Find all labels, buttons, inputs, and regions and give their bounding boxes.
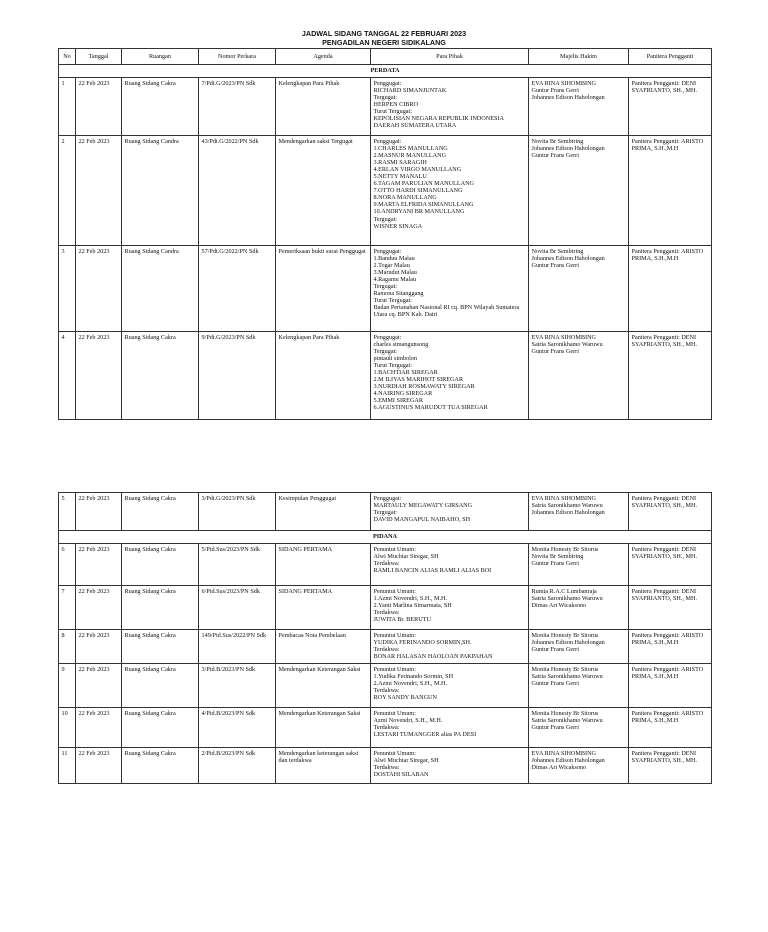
cell-nomor-perkara: 9/Pdt.G/2023/PN Sdk — [199, 332, 276, 420]
cell-para-pihak-line: Turut Tergugat: — [373, 107, 412, 115]
cell-panitera: Panitera Pengganti: ARISTO PRIMA, S.H.,M.H — [629, 664, 712, 708]
cell-para-pihak-line: 5.NETTY MANALU — [373, 172, 427, 180]
cell-nomor-perkara: 2/Pid.B/2023/PN Sdk — [199, 748, 276, 784]
cell-nomor-perkara: 5/Pid.Sus/2023/PN Sdk — [199, 544, 276, 586]
cell-tanggal: 22 Feb 2023 — [76, 630, 122, 664]
cell-majelis-hakim-line: Monita Honesty Br Sitorus — [531, 545, 599, 553]
cell-para-pihak-line: Penggugat: — [373, 137, 402, 145]
cell-para-pihak-line: Penuntut Umum: — [373, 665, 416, 673]
cell-para-pihak-line: 5.EMMI SIREGAR — [373, 397, 424, 405]
cell-majelis-hakim — [529, 664, 629, 708]
cell-nomor-perkara: 3/Pdt.G/2023/PN Sdk — [199, 493, 276, 531]
cell-tanggal: 22 Feb 2023 — [76, 136, 122, 246]
cell-para-pihak-line: Penuntut Umum: — [373, 631, 416, 639]
cell-para-pihak-line: 6.TAGAM PARULIAN MANULLANG — [373, 180, 475, 188]
cell-nomor-perkara: 149/Pid.Sus/2022/PN Sdk — [199, 630, 276, 664]
cell-para-pihak-line: Tergugat: — [373, 215, 398, 223]
cell-no: 6 — [59, 544, 76, 586]
table-row — [59, 78, 712, 136]
cell-majelis-hakim-line: Johannes Edison Haholongan — [531, 508, 605, 516]
cell-para-pihak-line: 4.NAIRING SIREGAR — [373, 390, 433, 398]
cell-para-pihak — [371, 630, 529, 664]
cell-para-pihak-line: RICHARD SIMANJUNTAK — [373, 86, 447, 94]
cell-para-pihak-line: Penggugat: — [373, 247, 402, 255]
cell-majelis-hakim — [529, 748, 629, 784]
cell-panitera: Panitera Pengganti: DENI SYAFRIANTO, SH., MH. — [629, 332, 712, 420]
section-label-perdata: PERDATA — [59, 65, 712, 78]
cell-para-pihak-line: 8.NORA MANULLANG — [373, 194, 437, 202]
cell-no: 10 — [59, 708, 76, 748]
cell-majelis-hakim-line: EVA RINA SIHOMBING — [531, 79, 597, 87]
cell-no: 11 — [59, 748, 76, 784]
section-row-pidana — [59, 531, 712, 544]
cell-para-pihak-line: Terdakwa: — [373, 763, 400, 771]
cell-para-pihak-line: Alwi Muchtar Siregar, SH — [373, 552, 439, 560]
cell-para-pihak-line: KEPOLISIAN NEGARA REPUBLIK INDONESIA — [373, 114, 504, 122]
cell-ruangan: Ruang Sidang Cakra — [122, 544, 199, 586]
cell-ruangan: Ruang Sidang Cakra — [122, 78, 199, 136]
cell-para-pihak-line: Turut Tergugat: — [373, 297, 412, 305]
cell-majelis-hakim-line: Satria Saronikhamo Waruwu — [531, 716, 603, 724]
cell-majelis-hakim — [529, 246, 629, 332]
cell-agenda: Mendengarkan Keterangan Saksi — [276, 664, 371, 708]
cell-nomor-perkara: 57/Pdt.G/2022/PN Sdk — [199, 246, 276, 332]
section-row-perdata — [59, 65, 712, 78]
cell-para-pihak-line: 4.Ragamu Malau — [373, 275, 417, 283]
cell-para-pihak-line: 9.MARTA ELFRIDA SIMANULLANG — [373, 201, 474, 209]
cell-majelis-hakim-line: Guntur Frans Gerri — [531, 645, 579, 653]
cell-majelis-hakim — [529, 708, 629, 748]
cell-majelis-hakim-line: Guntur Frans Gerri — [531, 347, 579, 355]
cell-para-pihak-line: 6.AGUSTINUS MARUDUT TUA SIREGAR — [373, 404, 488, 412]
cell-no: 2 — [59, 136, 76, 246]
cell-agenda: Kelengkapan Para Pihak — [276, 78, 371, 136]
cell-ruangan: Ruang Sidang Cakra — [122, 708, 199, 748]
cell-ruangan: Ruang Sidang Cakra — [122, 586, 199, 630]
cell-para-pihak — [371, 246, 529, 332]
cell-majelis-hakim-line: Dimas Ari Wicaksono — [531, 763, 587, 771]
cell-majelis-hakim-line: Dimas Ari Wicaksono — [531, 601, 587, 609]
cell-majelis-hakim-line: Johannes Edison Haholongan — [531, 93, 605, 101]
table-header-row — [59, 49, 712, 65]
cell-para-pihak — [371, 78, 529, 136]
cell-para-pihak-line: Terdakwa: — [373, 723, 400, 731]
cell-tanggal: 22 Feb 2023 — [76, 78, 122, 136]
cell-para-pihak-line: JUWITA Br. BERUTU — [373, 615, 431, 623]
cell-majelis-hakim-line: Satria Saronikhamo Waruwu — [531, 672, 603, 680]
cell-para-pihak-line: Penggugat: — [373, 333, 402, 341]
cell-majelis-hakim-line: Monita Honesty Br Sitorus — [531, 709, 599, 717]
cell-majelis-hakim-line: Novita Br Sembiring — [531, 137, 584, 145]
cell-agenda: Pembacaa Nota Pembelaan — [276, 630, 371, 664]
cell-para-pihak-line: Tergugat: — [373, 347, 398, 355]
cell-majelis-hakim-line: Guntur Frans Gerri — [531, 151, 579, 159]
table-row — [59, 493, 712, 531]
cell-majelis-hakim-line: Guntur Frans Gerri — [531, 261, 579, 269]
schedule-table-page-1 — [58, 48, 712, 420]
cell-panitera: Panitera Pengganti: DENI SYAFRIANTO, SH., MH. — [629, 544, 712, 586]
cell-para-pihak-line: 3.RASMI SARAGIH — [373, 158, 427, 166]
cell-para-pihak-line: MARTAULY MEGAWATY GIRSANG — [373, 501, 473, 509]
cell-no: 4 — [59, 332, 76, 420]
table-row — [59, 544, 712, 586]
court-name: PENGADILAN NEGERI SIDIKALANG — [322, 38, 446, 47]
cell-panitera: Panitera Pengganti: ARISTO PRIMA, S.H.,M.H — [629, 630, 712, 664]
cell-para-pihak-line: Turut Tergugat: — [373, 361, 412, 369]
header-tanggal: Tanggal — [76, 49, 122, 65]
cell-para-pihak-line: BONAR HALASAN HAOLOAN PAKPAHAN — [373, 652, 493, 660]
cell-tanggal: 22 Feb 2023 — [76, 586, 122, 630]
cell-majelis-hakim — [529, 332, 629, 420]
cell-para-pihak-line: 2.Togar Malau — [373, 261, 410, 269]
cell-para-pihak-line: Tergugat: — [373, 508, 398, 516]
cell-para-pihak-line: RAMLI BANCIN ALIAS RAMLI ALIAS BOI — [373, 566, 492, 574]
cell-para-pihak-line: 10.ANDRYANI BR MANULLANG — [373, 208, 465, 216]
cell-para-pihak — [371, 586, 529, 630]
cell-majelis-hakim-line: Guntur Frans Gerri — [531, 723, 579, 731]
cell-majelis-hakim-line: Johannes Edison Haholongan — [531, 756, 605, 764]
cell-agenda: Pemeriksaan bukti surat Penggugat — [276, 246, 371, 332]
cell-para-pihak-line: 3.Marudut Malau — [373, 268, 417, 276]
cell-para-pihak-line: LESTARI TUMANGGER alias PA DESI — [373, 730, 477, 738]
cell-para-pihak-line: 1.CHARLES MANULLANG — [373, 144, 448, 152]
document-title: JADWAL SIDANG TANGGAL 22 FEBRUARI 2023 — [301, 29, 467, 38]
cell-majelis-hakim-line: Johannes Edison Haholongan — [531, 254, 605, 262]
cell-agenda: Mendengarkan keterangan saksi dan terdakwa — [276, 748, 371, 784]
cell-para-pihak-line: YUDIKA FERINANDO SORMIN,SH. — [373, 638, 472, 646]
cell-panitera: Panitera Pengganti: ARISTO PRIMA, S.H.,M.H — [629, 136, 712, 246]
cell-para-pihak-line: Terdakwa: — [373, 645, 400, 653]
cell-majelis-hakim-line: Monita Honesty Br Sitorus — [531, 665, 599, 673]
schedule-table-page-2 — [58, 492, 712, 784]
table-row — [59, 246, 712, 332]
cell-para-pihak-line: Alwi Muchtar Siregar, SH — [373, 756, 439, 764]
cell-para-pihak — [371, 708, 529, 748]
cell-ruangan: Ruang Sidang Cakra — [122, 493, 199, 531]
cell-majelis-hakim-line: EVA RINA SIHOMBING — [531, 333, 597, 341]
cell-panitera: Panitera Pengganti: ARISTO PRIMA, S.H.,M.H — [629, 246, 712, 332]
cell-majelis-hakim-line: Johannes Edison Haholongan — [531, 638, 605, 646]
cell-panitera: Panitera Pengganti: DENI SYAFRIANTO, SH., MH. — [629, 748, 712, 784]
cell-para-pihak-line: Ramona Sitanggang — [373, 290, 424, 298]
cell-para-pihak — [371, 493, 529, 531]
cell-no: 9 — [59, 664, 76, 708]
header-panitera: Panitera Pengganti — [629, 49, 712, 65]
cell-para-pihak-line: Badan Pertanahan Nasional RI cq. BPN Wilayah Sumatera Utara cq. BPN Kab. Dairi — [373, 304, 521, 319]
cell-para-pihak — [371, 136, 529, 246]
cell-ruangan: Ruang Sidang Cakra — [122, 664, 199, 708]
cell-no: 5 — [59, 493, 76, 531]
cell-majelis-hakim — [529, 78, 629, 136]
cell-majelis-hakim-line: Rumia R.A.C Lumbanraja — [531, 587, 597, 595]
cell-para-pihak-line: ROY SANDY BANGUN — [373, 693, 437, 701]
cell-para-pihak-line: Penggugat: — [373, 79, 402, 87]
cell-para-pihak — [371, 544, 529, 586]
cell-majelis-hakim — [529, 544, 629, 586]
cell-para-pihak-line: 1.Yudika Ferinando Sormin, SH — [373, 672, 454, 680]
cell-tanggal: 22 Feb 2023 — [76, 246, 122, 332]
cell-majelis-hakim — [529, 586, 629, 630]
cell-majelis-hakim-line: Guntur Frans Gerri — [531, 86, 579, 94]
cell-no: 8 — [59, 630, 76, 664]
cell-tanggal: 22 Feb 2023 — [76, 332, 122, 420]
cell-majelis-hakim-line: Satria Saronikhamo Waruwu — [531, 501, 603, 509]
cell-para-pihak-line: Terdakwa: — [373, 559, 400, 567]
cell-para-pihak-line: pintauli simbolon — [373, 354, 417, 362]
cell-tanggal: 22 Feb 2023 — [76, 708, 122, 748]
cell-agenda: Mendengarkan saksi Tergugat — [276, 136, 371, 246]
cell-para-pihak-line: Penggugat: — [373, 494, 402, 502]
cell-ruangan: Ruang Sidang Cakra — [122, 748, 199, 784]
table-row — [59, 586, 712, 630]
cell-panitera: Panitera Pengganti: DENI SYAFRIANTO, SH., MH. — [629, 493, 712, 531]
cell-no: 7 — [59, 586, 76, 630]
cell-para-pihak — [371, 332, 529, 420]
cell-para-pihak-line: 4.ERLAN VIRGO MANULLANG — [373, 165, 462, 173]
cell-para-pihak-line: 2.Azmi Novendri, S.H., M.H. — [373, 679, 448, 687]
cell-para-pihak-line: HERPEN CIBRO — [373, 100, 419, 108]
table-row — [59, 664, 712, 708]
cell-majelis-hakim-line: Novita Br Sembiring — [531, 247, 584, 255]
cell-no: 1 — [59, 78, 76, 136]
cell-para-pihak — [371, 748, 529, 784]
cell-para-pihak-line: charles simangunsong — [373, 340, 429, 348]
cell-agenda: SIDANG PERTAMA — [276, 586, 371, 630]
cell-majelis-hakim-line: Satria Saronikhamo Waruwu — [531, 340, 603, 348]
cell-nomor-perkara: 4/Pid.B/2023/PN Sdk — [199, 708, 276, 748]
table-row — [59, 630, 712, 664]
cell-nomor-perkara: 6/Pid.Sus/2023/PN Sdk — [199, 586, 276, 630]
cell-tanggal: 22 Feb 2023 — [76, 748, 122, 784]
cell-nomor-perkara: 3/Pid.B/2023/PN Sdk — [199, 664, 276, 708]
cell-majelis-hakim-line: Guntur Frans Gerri — [531, 679, 579, 687]
header-nomor-perkara: Nomor Perkara — [199, 49, 276, 65]
cell-para-pihak — [371, 664, 529, 708]
cell-para-pihak-line: Penuntut Umum: — [373, 545, 416, 553]
cell-panitera: Panitera Pengganti: ARISTO PRIMA, S.H.,M.H — [629, 708, 712, 748]
cell-majelis-hakim-line: EVA RINA SIHOMBING — [531, 494, 597, 502]
cell-ruangan: Ruang Sidang Cakra — [122, 332, 199, 420]
cell-agenda: Kelengkapan Para Pihak — [276, 332, 371, 420]
cell-ruangan: Ruang Sidang Candra — [122, 246, 199, 332]
cell-agenda: Mendengarkan Keterangan Saksi — [276, 708, 371, 748]
cell-para-pihak-line: DOSTAHI SILABAN — [373, 770, 429, 778]
cell-majelis-hakim — [529, 630, 629, 664]
cell-tanggal: 22 Feb 2023 — [76, 544, 122, 586]
cell-ruangan: Ruang Sidang Candra — [122, 136, 199, 246]
cell-majelis-hakim-line: Johannes Edison Haholongan — [531, 144, 605, 152]
cell-para-pihak-line: Terdakwa: — [373, 608, 400, 616]
cell-panitera: Panitera Pengganti: DENI SYAFRIANTO, SH., MH. — [629, 586, 712, 630]
cell-para-pihak-line: Tergugat: — [373, 93, 398, 101]
cell-tanggal: 22 Feb 2023 — [76, 493, 122, 531]
cell-nomor-perkara: 7/Pdt.G/2023/PN Sdk — [199, 78, 276, 136]
cell-tanggal: 22 Feb 2023 — [76, 664, 122, 708]
table-row — [59, 708, 712, 748]
section-label-pidana: PIDANA — [59, 531, 712, 544]
cell-majelis-hakim — [529, 136, 629, 246]
cell-para-pihak-line: 1.Banduu Malau — [373, 254, 415, 262]
cell-ruangan: Ruang Sidang Cakra — [122, 630, 199, 664]
cell-panitera: Panitera Pengganti: DENI SYAFRIANTO, SH., MH. — [629, 78, 712, 136]
header-para-pihak: Para Pihak — [371, 49, 529, 65]
cell-para-pihak-line: Terdakwa: — [373, 686, 400, 694]
cell-para-pihak-line: Penuntut Umum: — [373, 749, 416, 757]
header-agenda: Agenda — [276, 49, 371, 65]
cell-para-pihak-line: Penuntut Umum: — [373, 587, 416, 595]
cell-para-pihak-line: DAERAH SUMATERA UTARA — [373, 122, 457, 130]
cell-para-pihak-line: 2.MASNUR MANULLANG — [373, 151, 447, 159]
cell-para-pihak-line: Tergugat: — [373, 282, 398, 290]
cell-para-pihak-line: 2.M ILIYAS MARIHOT SIREGAR — [373, 376, 464, 384]
cell-majelis-hakim-line: Novita Br Sembiring — [531, 552, 584, 560]
cell-majelis-hakim-line: Satria Saronikhamo Waruwu — [531, 594, 603, 602]
cell-nomor-perkara: 43/Pdt.G/2022/PN Sdk — [199, 136, 276, 246]
cell-agenda: Kesimpulan Penggugat — [276, 493, 371, 531]
header-ruangan: Ruangan — [122, 49, 199, 65]
cell-majelis-hakim-line: EVA RINA SIHOMBING — [531, 749, 597, 757]
cell-para-pihak-line: DAVID MANGAPUL NAIBAHO, SH — [373, 515, 471, 523]
cell-agenda: SIDANG PERTAMA — [276, 544, 371, 586]
header-majelis-hakim: Majelis Hakim — [529, 49, 629, 65]
cell-majelis-hakim — [529, 493, 629, 531]
cell-para-pihak-line: 2.Yanti Marlina Simarmata, SH — [373, 601, 452, 609]
table-row — [59, 136, 712, 246]
cell-majelis-hakim-line: Guntur Frans Gerri — [531, 559, 579, 567]
header-no: No — [59, 49, 76, 65]
cell-para-pihak-line: 1.Azmi Novendri, S.H., M.H. — [373, 594, 448, 602]
cell-para-pihak-line: 3.NURDIAH ROSMAWATY SIREGAR — [373, 383, 475, 391]
cell-para-pihak-line: Penuntut Umum: — [373, 709, 416, 717]
table-row — [59, 332, 712, 420]
cell-no: 3 — [59, 246, 76, 332]
cell-para-pihak-line: WISNER SINAGA — [373, 222, 423, 230]
cell-para-pihak-line: 1.BACHTIAR SIREGAR — [373, 368, 438, 376]
table-row — [59, 748, 712, 784]
cell-para-pihak-line: 7.OTTO HARDI SIMANULLANG — [373, 187, 463, 195]
cell-para-pihak-line: Azmi Novendri, S.H., M.H. — [373, 716, 443, 724]
cell-majelis-hakim-line: Monita Honesty Br Sitorus — [531, 631, 599, 639]
